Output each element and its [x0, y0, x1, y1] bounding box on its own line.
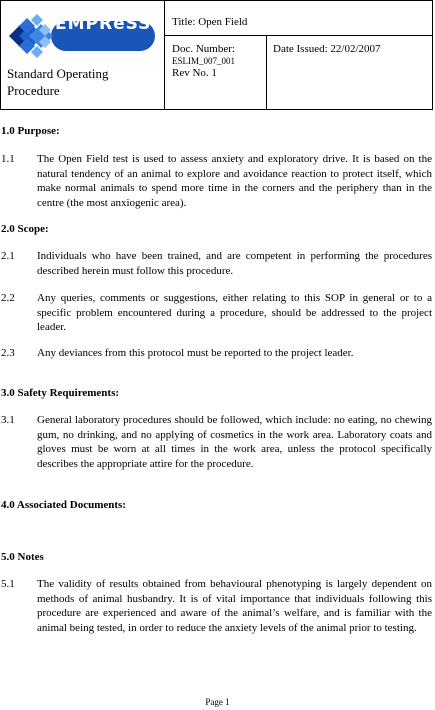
item-text: Any deviances from this protocol must be reported to the project leader. [37, 347, 354, 359]
document-header [0, 0, 433, 110]
item-text: The validity of results obtained from behavioural phenotyping is largely dependent on methods of animal husbandry. It is of vital importance that individuals following this procedure are experienced and aware of the animal’s welfare, and is familiar with the animal being tested, in order to reduce the anxiety levels of the animal prior to testing. [37, 578, 432, 634]
sop-label: Standard Operating Procedure [7, 66, 109, 98]
item-number: 2.1 [1, 250, 15, 262]
section-title-documents: 4.0 Associated Documents: [1, 499, 126, 511]
item-number: 5.1 [1, 578, 15, 590]
item-number: 2.2 [1, 292, 15, 304]
item-number: 3.1 [1, 414, 15, 426]
item-text: General laboratory procedures should be followed, which include: no eating, no chewing gum, no drinking, and no applying of cosmetics in the work area. Laboratory coats and gloves must be worn at all times in the work area, unless the protocol specifically describes the appropriate attire for the procedure. [37, 414, 432, 470]
doc-number-label: Doc. Number: [172, 43, 235, 55]
item-text: The Open Field test is used to assess anxiety and exploratory drive. It is based on the natural tendency of an animal to explore and avoidance reaction to protect itself, which make normal animals to spend more time in the corners and the periphery than in the centre (the most anxiogenic area). [37, 153, 432, 209]
section-title-notes: 5.0 Notes [1, 551, 44, 563]
item-number: 1.1 [1, 153, 15, 165]
section-title-scope: 2.0 Scope: [1, 223, 49, 235]
date-issued: Date Issued: 22/02/2007 [273, 43, 381, 55]
logo-text: EMPReSS [55, 14, 152, 34]
section-title-purpose: 1.0 Purpose: [1, 125, 60, 137]
revision-number: Rev No. 1 [172, 67, 217, 79]
section-title-safety: 3.0 Safety Requirements: [1, 387, 120, 399]
item-number: 2.3 [1, 347, 15, 359]
logo-cell [1, 1, 165, 109]
document-title: Title: Open Field [165, 1, 432, 36]
item-text: Individuals who have been trained, and are competent in performing the procedures described herein must follow this procedure. [37, 250, 432, 277]
doc-number: ESLIM_007_001 [172, 56, 235, 66]
item-text: Any queries, comments or suggestions, either relating to this SOP in general or to a specific problem encountered during a procedure, should be addressed to the project leader. [37, 292, 432, 333]
doc-number-cell [165, 36, 267, 109]
page-number: Page 1 [205, 697, 230, 707]
